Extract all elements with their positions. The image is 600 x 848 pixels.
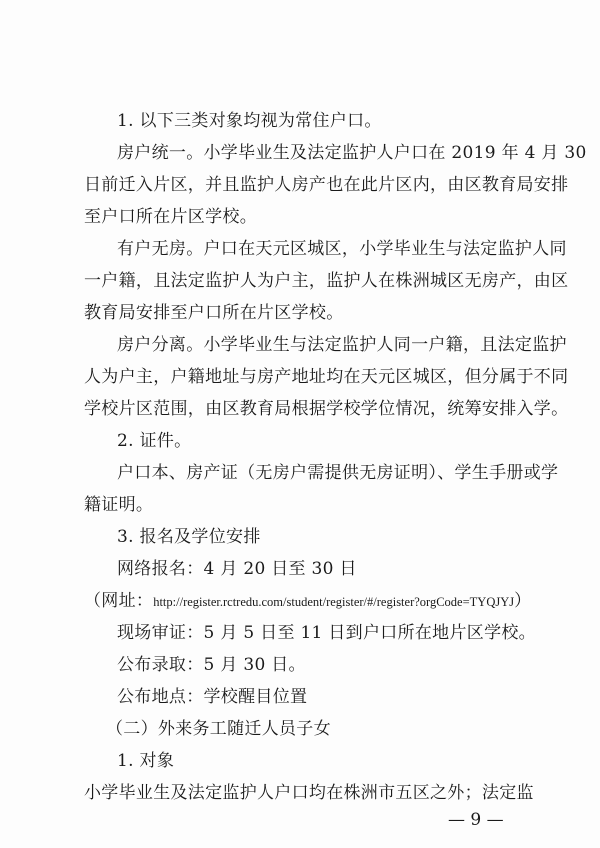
url-suffix: ） xyxy=(514,591,532,611)
text-line: 房户分离。小学毕业生与法定监护人同一户籍，且法定监护 xyxy=(117,335,567,355)
text-line: 户口本、房产证（无房户需提供无房证明）、学生手册或学 xyxy=(117,463,559,483)
text-line: 日前迁入片区，并且监护人房产也在此片区内，由区教育局安排 xyxy=(84,175,569,195)
url-line xyxy=(84,589,531,614)
text-line: 小学毕业生及法定监护人户口均在株洲市五区之外；法定监 xyxy=(84,783,534,803)
text-line: 籍证明。 xyxy=(84,495,154,515)
text-line: 教育局安排至户口所在片区学校。 xyxy=(84,303,344,323)
registration-url: http://register.rctredu.com/student/register/#/register?orgCode=TYQJYJ xyxy=(153,595,515,609)
text-line: 房户统一。小学毕业生及法定监护人户口在 2019 年 4 月 30 xyxy=(117,143,587,163)
text-line: 公布录取：5 月 30 日。 xyxy=(117,655,306,675)
text-line: 3. 报名及学位安排 xyxy=(117,527,261,547)
text-line: 1. 对象 xyxy=(117,751,175,771)
text-line: 人为户主，户籍地址与房产地址均在天元区城区，但分属于不同 xyxy=(84,367,569,387)
text-line: 一户籍，且法定监护人为户主，监护人在株洲城区无房产，由区 xyxy=(84,271,569,291)
text-line: 1. 以下三类对象均视为常住户口。 xyxy=(117,111,382,131)
text-line: 至户口所在片区学校。 xyxy=(84,207,257,227)
text-line: 公布地点：学校醒目位置 xyxy=(117,687,308,707)
section-heading: （二）外来务工随迁人员子女 xyxy=(106,719,331,739)
text-line: 2. 证件。 xyxy=(117,431,192,451)
url-prefix: （网址： xyxy=(84,591,154,611)
text-line: 现场审证：5 月 5 日至 11 日到户口所在地片区学校。 xyxy=(117,623,536,643)
text-line: 学校片区范围，由区教育局根据学校学位情况，统筹安排入学。 xyxy=(84,399,569,419)
page-number: — 9 — xyxy=(448,810,504,830)
text-line: 有户无房。户口在天元区城区，小学毕业生与法定监护人同 xyxy=(117,239,567,259)
text-line: 网络报名：4 月 20 日至 30 日 xyxy=(117,559,357,579)
